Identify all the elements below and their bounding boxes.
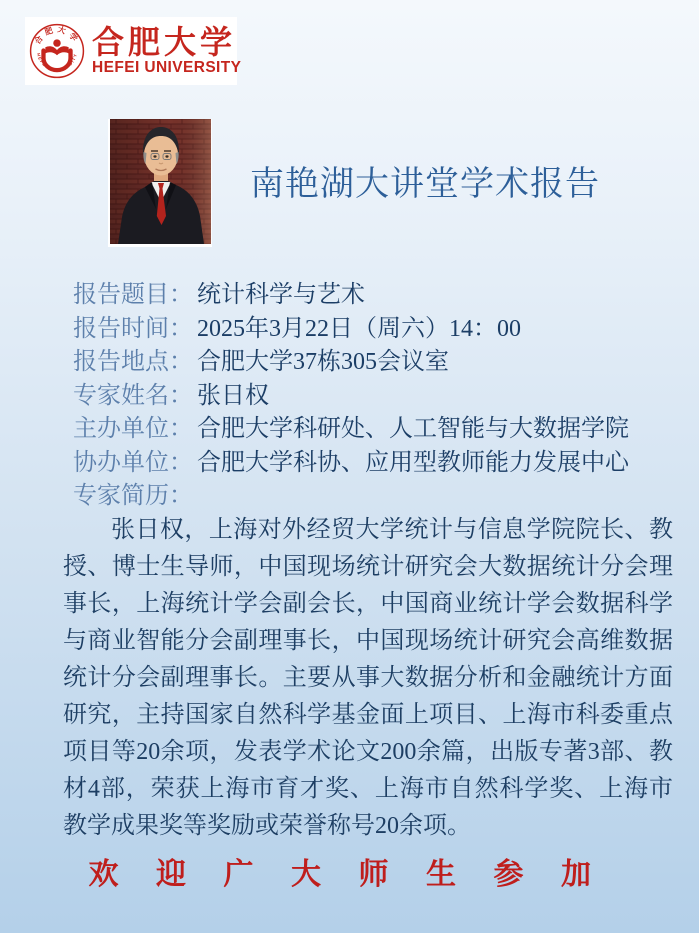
- welcome-message: 欢迎广大师生参加: [88, 858, 629, 891]
- info-row-speaker: [73, 380, 629, 414]
- speaker-photo: [108, 119, 212, 247]
- info-value: 张日权: [197, 382, 269, 409]
- info-value: 合肥大学科协、应用型教师能力发展中心: [197, 449, 629, 476]
- info-label: 专家姓名：: [73, 382, 193, 409]
- university-logo: [25, 17, 242, 85]
- info-label: 报告题目：: [73, 282, 193, 308]
- university-name-en: HEFEI UNIVERSITY: [92, 59, 242, 77]
- page-title: 南艳湖大讲堂学术报告: [250, 166, 600, 203]
- info-value: 合肥大学科研处、人工智能与大数据学院: [197, 416, 629, 442]
- info-value: 2025年3月22日（周六）14：00: [197, 315, 521, 342]
- speaker-biography: 张日权，上海对外经贸大学统计与信息学院院长、教授、博士生导师，中国现场统计研究会大数据统计分会理事长，上海统计学会副会长，中国商业统计学会数据科学与商业智能分会副理事长，中国现场统计研究会高维数据统计分会副理事长。主要从事大数据分析和金融统计方面研究，主持国家自然科学基金面上项目、上海市科委重点项目等20余项，发表学术论文200余篇，出版专著3部、教材4部，荣获上海市育才奖、上海市自然科学奖、上海市教学成果奖等奖励或荣誉称号20余项。: [63, 517, 673, 839]
- info-label: 报告地点：: [73, 349, 193, 375]
- university-name-cn: 合肥大学: [92, 24, 237, 61]
- info-row-host: [73, 413, 629, 447]
- info-label: 协办单位：: [73, 449, 193, 476]
- lecture-info: [73, 279, 629, 514]
- university-name: [92, 26, 241, 76]
- info-row-topic: [73, 279, 629, 313]
- seal-top-text: 合肥大学: [32, 24, 82, 46]
- info-value: 合肥大学37栋305会议室: [197, 349, 449, 375]
- info-row-bio-header: [73, 480, 629, 514]
- info-row-location: [73, 346, 629, 380]
- info-label: 主办单位：: [73, 416, 193, 442]
- info-value: 统计科学与艺术: [197, 282, 365, 308]
- info-label: 报告时间：: [73, 315, 193, 342]
- info-row-cohost: [73, 447, 629, 481]
- university-seal-icon: [29, 23, 85, 79]
- info-row-time: [73, 313, 629, 347]
- info-label: 专家简历：: [73, 483, 193, 509]
- seal-bottom-text: HEFEI UNIVERSITY: [36, 52, 78, 73]
